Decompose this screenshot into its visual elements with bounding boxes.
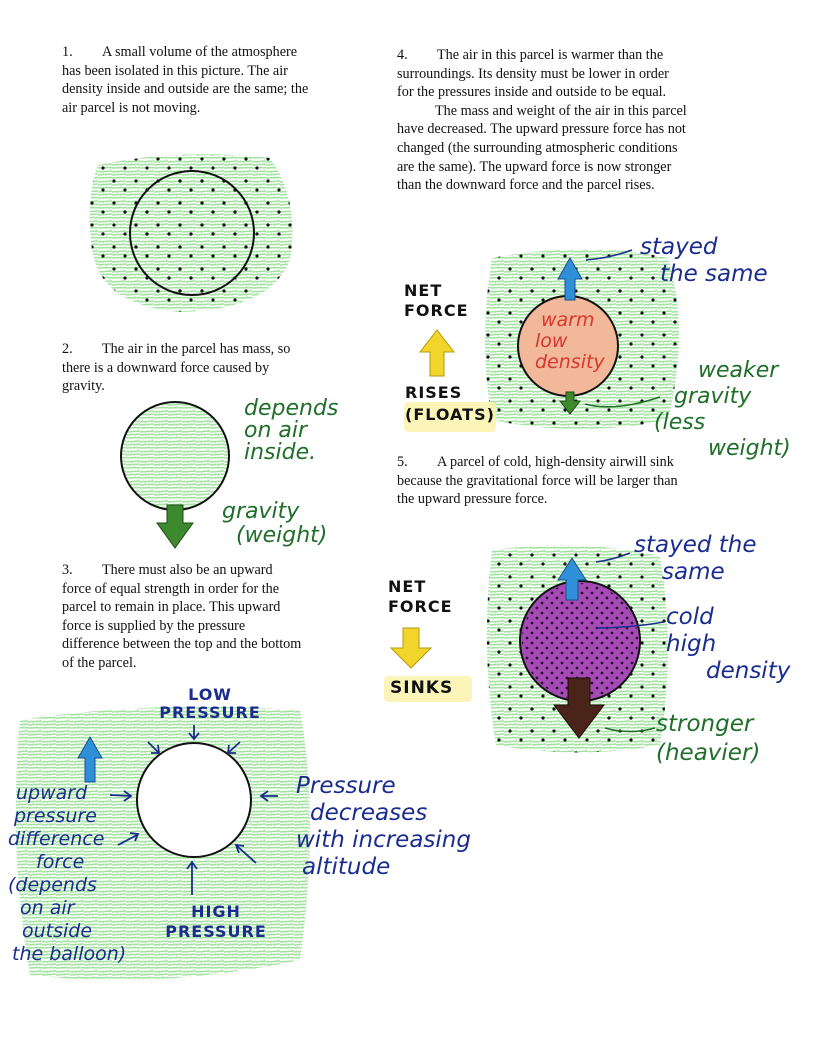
air-parcel-circle [121,402,229,510]
air-parcel-circle [130,171,254,295]
annotation-high-pressure: HIGH PRESSURE [165,902,267,941]
paragraph-lead: The air in this parcel is warmer [437,47,615,63]
paragraph-number: 2. [62,341,73,357]
annotation-gravity-weight: gravity (weight) [222,499,328,548]
annotation-cold-high-density: cold high density [666,604,791,684]
annotation-pressure-decreases: Pressure decreases with increasing altitude [296,773,471,880]
annotation-rises-floats: RISES (FLOATS) [405,383,495,424]
paragraph-text: airwill sink because the gravitational force will be larger than the upward pressure force. [397,454,678,508]
paragraph-number: 5. [397,454,408,470]
figure-1-parcel-at-rest [90,154,293,312]
paragraph-number: 4. [397,47,408,63]
paragraph-lead: A parcel of cold, high-density [437,454,607,470]
paragraph-text: mass, so there is a downward force caused by gravity. [62,341,291,395]
balloon-circle [137,743,251,857]
annotation-upward-force: upward pressure difference force (depends on air outside the balloon) [8,782,127,965]
annotation-stayed-same-5: stayed the same [634,532,757,585]
paragraph-text: than the surroundings. Its density must be lower in order for the pressures inside and outside to be equal. [397,47,669,101]
paragraph-lead: The air in the parcel has [102,341,239,357]
paragraph-number: 3. [62,562,73,578]
annotation-net-force-4: NET FORCE [404,281,469,320]
net-force-down-arrow [391,628,431,668]
gravity-arrow [157,505,193,548]
annotation-warm-low-density: warm low density [535,309,605,373]
figure-2-gravity [121,402,229,548]
paragraph-text: upward force of equal strength in order for the parcel to remain in place. This upward force is supplied by the pressure difference between the top and the bottom of the parcel. [62,562,302,671]
annotation-stronger-heavier: stronger (heavier) [656,711,761,766]
paragraph-text: atmosphere has been isolated in this picture. The air density inside and outside are the same; the air parcel is not moving. [62,44,309,116]
paragraph-lead: A small volume of the [102,44,229,60]
annotation-net-force-5: NET FORCE [388,577,453,616]
paragraph-text-second: The mass and weight of the air in this parcel have decreased. The upward pressure force has not changed (the surrounding atmospheric conditions are the same). The upward force is now stronger than the downward force and the parcel rises. [397,102,687,194]
annotation-low-pressure: LOW PRESSURE [159,685,261,722]
paragraph-number: 1. [62,44,73,60]
annotation-stayed-same-4: stayed the same [640,234,768,287]
annotation-weaker-gravity: weaker gravity (less weight) [654,358,791,461]
annotation-depends-on-air-inside: depends on air inside. [244,396,339,465]
annotation-sinks: SINKS [390,678,454,698]
paragraph-lead: There must also be an [102,562,227,578]
net-force-up-arrow [420,330,454,376]
